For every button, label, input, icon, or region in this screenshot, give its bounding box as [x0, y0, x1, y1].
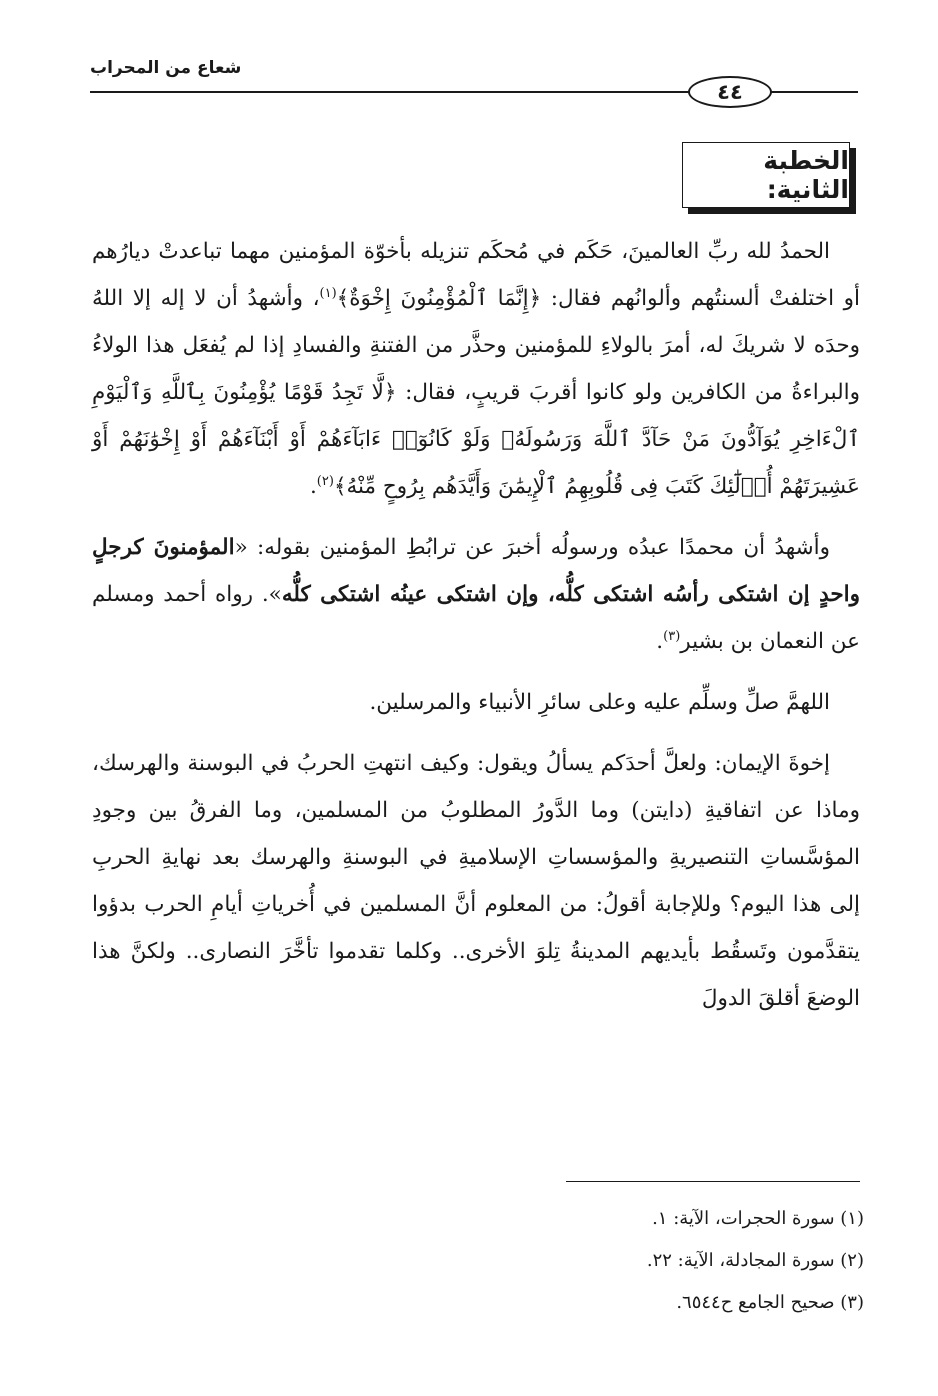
- footnote-ref-3: (٣): [663, 628, 681, 644]
- paragraph-1: [92, 228, 860, 510]
- paragraph-1-text: الحمدُ لله ربِّ العالمينَ، حَكَم في مُحكَم تنزيله بأخوّة المؤمنين مهما تباعدتْ ديارُهم أو اختلفتْ ألسنتُهم وألوانُهم فقال: ﴿إِنَّمَا ٱلْمُؤْمِنُونَ إِخْوَةٌ﴾: [92, 239, 860, 311]
- footnotes: [420, 1198, 864, 1324]
- footnote-ref-1: (١): [319, 285, 337, 301]
- paragraph-2-continued: ». رواه أحمد ومسلم عن النعمان بن بشير: [92, 582, 860, 654]
- paragraph-2-text: وأشهدُ أن محمدًا عبدُه ورسولُه أخبرَ عن ترابُطِ المؤمنين بقوله: «: [234, 535, 831, 560]
- section-title: الخطبة الثانية:: [763, 146, 849, 204]
- footnote-ref-2: (٢): [316, 473, 334, 489]
- body-text: [92, 228, 860, 1036]
- paragraph-2: [92, 524, 860, 665]
- running-title: شعاع من المحراب: [90, 58, 242, 78]
- hadith-quote: المؤمنونَ كرجلٍ واحدٍ إن اشتكى رأسُه اشتكى كلُّه، وإن اشتكى عينُه اشتكى كلُّه: [92, 535, 860, 607]
- section-title-box: [682, 142, 850, 208]
- footnote-rule: [566, 1181, 860, 1182]
- page-number: ٤٤: [688, 76, 772, 108]
- paragraph-1-continued: ، وأشهدُ أن لا إله إلا اللهُ وحدَه لا شريكَ له، أمرَ بالولاءِ للمؤمنين وحذَّر من الفتنةِ والفسادِ إذا لم يُفعَل هذا الولاءُ والبراءةُ من الكافرين ولو كانوا أقربَ قريبٍ، فقال: ﴿لَّا تَجِدُ قَوْمًا يُؤْمِنُونَ بِٱللَّهِ وَٱلْيَوْمِ ٱلْءَاخِرِ يُوَآدُّونَ مَنْ حَآدَّ ٱللَّهَ وَرَسُولَهُۥ وَلَوْ كَانُوٓا۟ ءَابَآءَهُمْ أَوْ أَبْنَآءَهُمْ أَوْ إِخْوَٰنَهُمْ أَوْ عَشِيرَتَهُمْ أُو۟لَٰٓئِكَ كَتَبَ فِى قُلُوبِهِمُ ٱلْإِيمَٰنَ وَأَيَّدَهُم بِرُوحٍ مِّنْهُ﴾: [92, 286, 860, 499]
- footnote-1: (١) سورة الحجرات، الآية: ١.: [652, 1208, 864, 1229]
- footnote-3: (٣) صحيح الجامع ح٦٥٤٤.: [676, 1292, 864, 1313]
- paragraph-1-end: .: [309, 474, 317, 499]
- paragraph-2-end: .: [656, 629, 664, 654]
- paragraph-4: إخوةَ الإيمان: ولعلَّ أحدَكم يسألُ ويقول: وكيف انتهتِ الحربُ في البوسنة والهرسك، وماذا عن اتفاقيةِ (دايتن) وما الدَّورُ المطلوبُ من المسلمين، وما الفرقُ بين وجودِ المؤسَّساتِ التنصيريةِ والمؤسساتِ الإسلاميةِ في البوسنةِ والهرسك بعد نهايةِ الحربِ إلى هذا اليوم؟ وللإجابة أقولُ: من المعلوم أنَّ المسلمين في أُخرياتِ أيامِ الحرب بدؤوا يتقدَّمون وتَسقُط بأيديهم المدينةُ تِلوَ الأخرى.. وكلما تقدموا تأخَّرَ النصارى.. ولكنَّ هذا الوضعَ أقلقَ الدولَ: [92, 751, 860, 1011]
- paragraph-3: اللهمَّ صلِّ وسلِّم عليه وعلى سائرِ الأنبياء والمرسلين.: [369, 690, 830, 715]
- footnote-2: (٢) سورة المجادلة، الآية: ٢٢.: [646, 1250, 864, 1271]
